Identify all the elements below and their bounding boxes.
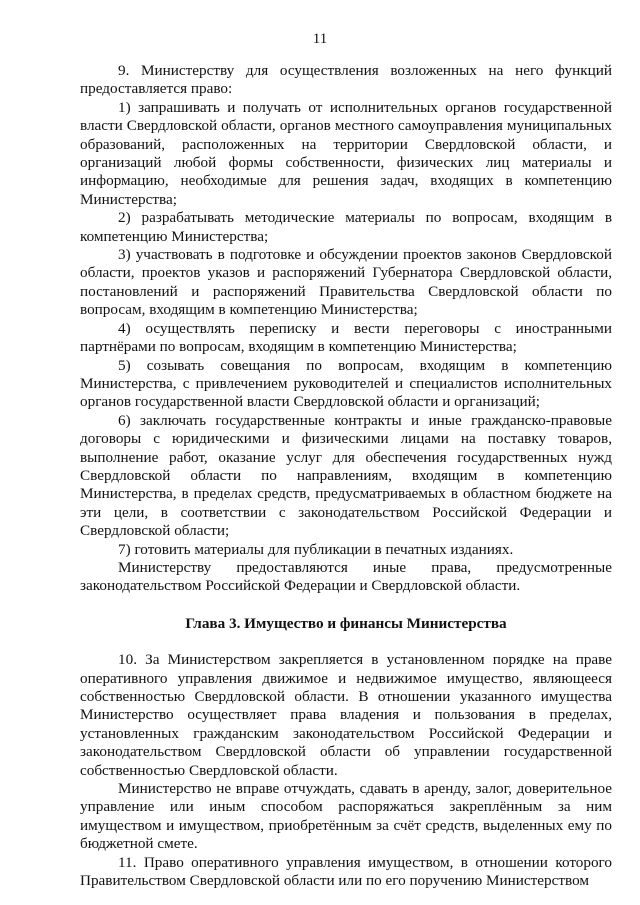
page-number: 11	[312, 31, 328, 47]
paragraph-10: 10. За Министерством закрепляется в установленном порядке на праве оперативного управления движимое и недвижимое имущество, являющееся собственностью Свердловской области. В отношении указанного имущества Министерство осуществляет права владения и пользования в пределах, установленных гражданским законодательством Российской Федерации и законодательством Свердловской области об управлении государственной собственностью Свердловской области.	[80, 651, 612, 779]
chapter-heading: Глава 3. Имущество и финансы Министерства	[185, 614, 507, 632]
paragraph-9-item-1: 1) запрашивать и получать от исполнительных органов государственной власти Свердловской области, органов местного самоуправления муниципальных образований, расположенных на территории Свердловской области, и организаций любой формы собственности, физических лиц материалы и информацию, необходимые для решения задач, входящих в компетенцию Министерства;	[80, 98, 612, 208]
paragraph-9-item-4: 4) осуществлять переписку и вести переговоры с иностранными партнёрами по вопросам, входящим в компетенцию Министерства;	[80, 319, 612, 356]
paragraph-11: 11. Право оперативного управления имуществом, в отношении которого Правительством Свердловской области или по его поручению Министерством	[80, 853, 612, 890]
paragraph-9-item-3: 3) участвовать в подготовке и обсуждении проектов законов Свердловской области, проектов указов и распоряжений Губернатора Свердловской области, постановлений и распоряжений Правительства Свердловской области по вопросам, входящим в компетенцию Министерства;	[80, 246, 612, 319]
document-body	[80, 62, 612, 890]
paragraph-9-item-5: 5) созывать совещания по вопросам, входящим в компетенцию Министерства, с привлечением руководителей и специалистов исполнительных органов государственной власти Свердловской области и организаций;	[80, 356, 612, 411]
paragraph-9-intro: 9. Министерству для осуществления возложенных на него функций предоставляется право:	[80, 62, 612, 98]
paragraph-10-restriction: Министерство не вправе отчуждать, сдавать в аренду, залог, доверительное управление или иным способом распоряжаться закреплённым за ним имуществом и имуществом, приобретённым за счёт средств, выделенных ему по бюджетной смете.	[80, 780, 612, 853]
paragraph-9-item-7: 7) готовить материалы для публикации в печатных изданиях.	[118, 540, 514, 558]
paragraph-9-item-2: 2) разрабатывать методические материалы по вопросам, входящим в компетенцию Министерства;	[80, 209, 612, 245]
paragraph-9-other-rights: Министерству предоставляются иные права, предусмотренные законодательством Российской Федерации и Свердловской области.	[80, 558, 612, 595]
paragraph-9-item-6: 6) заключать государственные контракты и иные гражданско-правовые договоры с юридическими и физическими лицами на поставку товаров, выполнение работ, оказание услуг для обеспечения государственных нужд Свердловской области по направлениям, входящим в компетенцию Министерства, в пределах средств, предусматриваемых в областном бюджете на эти цели, в соответствии с законодательством Российской Федерации и Свердловской области;	[80, 411, 612, 540]
